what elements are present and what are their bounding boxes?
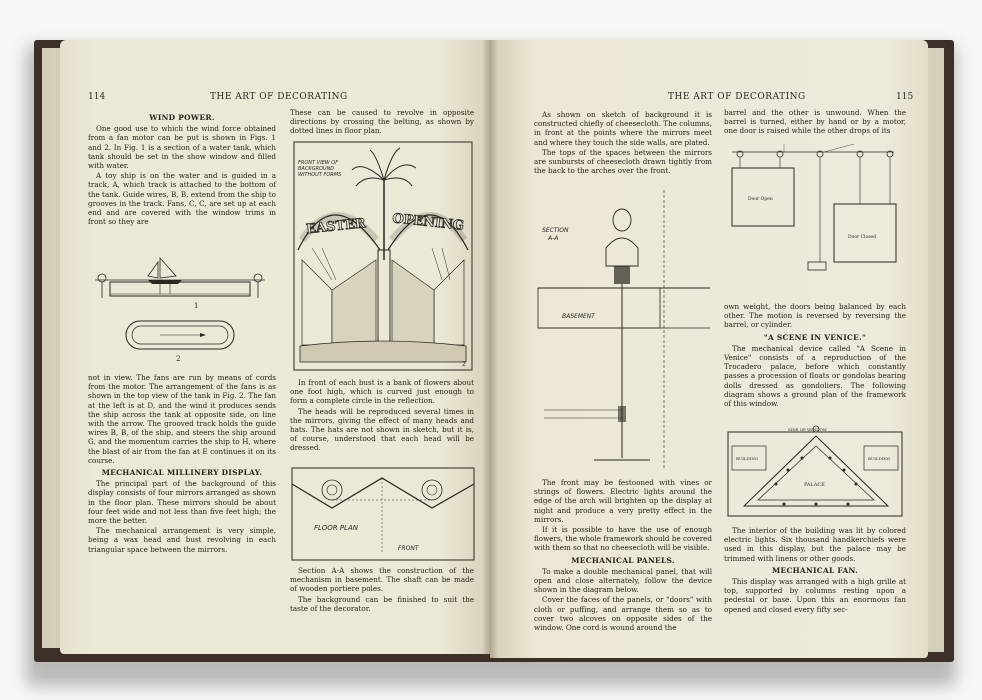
paragraph: The tops of the spaces between the mirrors are sunbursts of cheesecloth drawn tightly from the back to the arches over the front. (534, 147, 712, 176)
svg-text:FRONT VIEW OF: FRONT VIEW OF (298, 160, 339, 166)
section-label: SECTION (542, 227, 569, 234)
paragraph: In front of each bust is a bank of flowers about one foot high, which is curved just enough to form a complete circle in the reflection. (290, 378, 474, 406)
paragraph: Section A-A shows the construction of the mechanism in basement. The shaft can be made of wooden portiere poles. (290, 566, 474, 594)
right-page (490, 40, 928, 658)
book-gutter (482, 40, 498, 660)
door-open-label: Door Open (748, 197, 773, 202)
door-closed-label: Door Closed (848, 235, 877, 240)
svg-text:2: 2 (462, 361, 466, 368)
left-col2-mid (290, 378, 474, 454)
paragraph: The mechanical arrangement is very simple, being a wax head and bust revolving in each triangular space between the mirrors. (88, 526, 276, 554)
paragraph: If it is possible to have the use of enough flowers, the whole framework should be covered with them so that no cheesecloth will be visible. (534, 525, 712, 553)
building-left-label: BUILDING (736, 456, 759, 461)
paragraph: These can be caused to revolve in opposite directions by crossing the belting, as shown by dotted lines in floor plan. (290, 108, 474, 136)
side-of-window-label: SIDE OF WINDOW (788, 427, 827, 432)
figure-floor-plan (290, 466, 476, 562)
figure-section-aa (534, 188, 714, 472)
right-running-head: THE ART OF DECORATING (668, 92, 806, 102)
heading-mechanical-panels: MECHANICAL PANELS. (571, 555, 675, 565)
paragraph: not in view. The fans are run by means of cords from the motor. The arrangement of the fans is as shown in the top view of the tank in Fig. 2. The fan at the left is at D, and the wind it produces sends the ship across the tank at opposite side, on line with the arrow. The grooved track holds the guide wires B, B, of the ship, and steers the ship around G, and the momentum carries the ship to H, where the blast of air from the fan at E continues it on its course. (88, 373, 276, 465)
left-col1-top (88, 110, 276, 227)
building-right-label: BUILDING (868, 456, 891, 461)
paragraph: A toy ship is on the water and is guided in a track, A, which track is attached to the bottom of the tank. Guide wires, B, B, extend from the ship to grooves in the track. Fans, C, C, are set up at each end and are covered with the window trims in front so they are (88, 171, 276, 227)
paragraph: own weight, the doors being balanced by each other. The motion is reversed by reversing the barrel, or cylinder. (724, 302, 906, 330)
right-col2-mid (724, 302, 906, 409)
paragraph: The principal part of the background of this display consists of four mirrors arranged as shown in the floor plan. These mirrors should be about four feet wide and not less than five feet high; the more the better. (88, 479, 276, 526)
floor-plan-label: FLOOR PLAN (314, 524, 358, 532)
paragraph: One good use to which the wind force obtained from a fan motor can be put is shown in Figs. 1 and 2. In Fig. 1 is a section of a water tank, which tank should be set in the show window and filled with water. (88, 124, 276, 171)
floor-plan-front: FRONT (398, 545, 419, 552)
figure-easter-window (292, 140, 474, 372)
basement-label: BASEMENT (562, 313, 595, 320)
paragraph: As shown on sketch of background it is constructed chiefly of cheesecloth. The columns, in front at the points where the mirrors meet and where they touch the side walls, are plated. (534, 110, 712, 147)
right-col2-top (724, 108, 906, 137)
left-running-head: THE ART OF DECORATING (210, 92, 348, 102)
svg-text:WITHOUT FORMS: WITHOUT FORMS (298, 172, 342, 178)
paragraph: The front may be festooned with vines or strings of flowers. Electric lights around the edge of the arch will brighten up the display at night and produce a very pretty effect in the mirrors. (534, 478, 712, 524)
left-page (60, 40, 490, 654)
left-col2-bottom (290, 566, 474, 614)
right-col2-bottom (724, 526, 906, 615)
paragraph: Cover the faces of the panels, or "doors" with cloth or puffing, and arrange them so as to cover two alcoves on opposite sides of the window. One cord is wound around the (534, 595, 712, 633)
right-page-number: 115 (896, 92, 914, 102)
paragraph: The background can be finished to suit the taste of the decorator. (290, 594, 474, 613)
heading-wind-power: WIND POWER. (149, 113, 215, 122)
right-col1-top (534, 110, 712, 176)
paragraph: The interior of the building was lit by colored electric lights. Six thousand handkerchiefs were used in this display, but the palace may be trimmed with linens or other goods. (724, 526, 906, 563)
opening-word: OPENING (391, 211, 465, 234)
paragraph: barrel and the other is unwound. When the barrel is turned, either by hand or by a motor, one door is raised while the other drops of its (724, 108, 906, 136)
svg-text:BACKGROUND: BACKGROUND (298, 166, 335, 172)
left-page-number: 114 (88, 92, 106, 102)
figure-2-track (120, 315, 240, 365)
heading-scene-in-venice: "A SCENE IN VENICE." (763, 332, 867, 342)
paragraph: This display was arranged with a high grille at top, supported by columns resting upon a pedestal or base. Upon this an enormous fan opened and closed every fifty sec- (724, 577, 906, 614)
section-label-aa: A-A (548, 235, 559, 242)
left-col2-top (290, 108, 474, 137)
right-col1-bottom (534, 478, 712, 633)
palace-label: PALACE (804, 482, 825, 488)
paragraph: The mechanical device called "A Scene in Venice" consists of a reproduction of the Trocadero palace, before which constantly passes a procession of floats or gondolas bearing dolls dressed as gondoliers. The following diagram shows a ground plan of the framework of this window. (724, 343, 906, 409)
figure-venice-plan (724, 424, 906, 520)
fig2-number: 2 (176, 355, 181, 363)
paragraph: To make a double mechanical panel, that will open and close alternately, follow the device shown in the diagram below. (534, 566, 712, 595)
figure-doors (724, 144, 904, 294)
figure-1-tank (90, 250, 270, 312)
paragraph: The heads will be reproduced several times in the mirrors, giving the effect of many heads and hats. The hats are not shown in sketch, but it is, of course, understood that each head will be dressed. (290, 406, 474, 453)
easter-word: EASTER (305, 216, 367, 238)
left-col1-bottom (88, 373, 276, 555)
fig1-number: 1 (194, 302, 199, 310)
heading-mechanical-fan: MECHANICAL FAN. (772, 565, 858, 575)
heading-millinery-display: MECHANICAL MILLINERY DISPLAY. (101, 468, 263, 478)
